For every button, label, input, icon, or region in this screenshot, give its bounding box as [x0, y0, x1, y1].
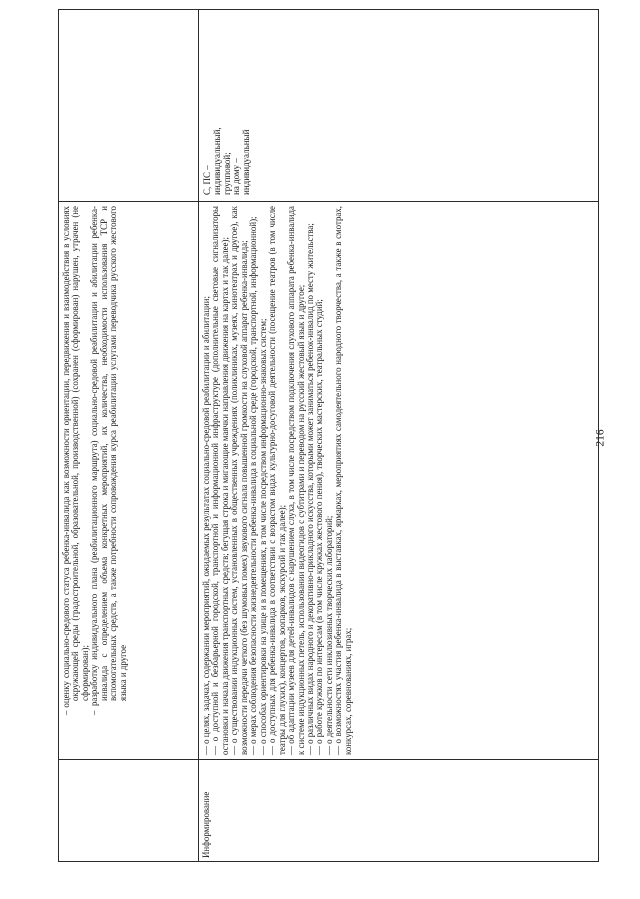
list-item: — о деятельности сети инклюзивных творческих лабораторий;	[323, 515, 334, 755]
list-item: — о доступной и безбарьерной городской, транспортной и информационной инфраструктуре (дополнительные световые сигнализаторы остановки и начала движения транспортных средств; бегущая строка и мигающие маячки направления движения на картах и так далее);	[210, 206, 230, 755]
table-cell-section: Информирование	[199, 760, 599, 862]
list-item: – оценку социально-средового статуса ребенка-инвалида как возможности ориентации, передвижения и взаимодействия в условиях окружающей среды (градостроительной, образовательной, производственной) (сохранен (сформирован) нарушен, утрачен (не сформирован);	[61, 206, 90, 715]
table-cell-section	[59, 760, 199, 862]
table-cell-form	[59, 10, 199, 202]
form-line: индивидуальный	[241, 129, 252, 195]
rotated-page-content	[58, 28, 592, 862]
list-item: — о способах ориентировки на улице и в помещениях, в том числе посредством информационно-знаковых систем;	[257, 318, 268, 755]
form-line: на дому –	[231, 158, 242, 195]
list-item: — о работе кружков по интересам (в том числе кружках жестового пения), творческих мастерских, театральных студий;	[314, 299, 325, 755]
form-line: С, ПС –	[202, 165, 212, 195]
list-item: – разработку индивидуального плана (реабилитационного маршрута) социально-средовой реабилитации и абилитации ребенка-инвалида с определением объема конкретных мероприятий, их количества, необходимости использования ТСР и вспомогательных средств, а также потребности сопровождения курса реабилитации услугами переводчика русского жестового языка и другое	[89, 206, 128, 715]
table-row	[59, 10, 199, 862]
list-item: — о мерах соблюдения безопасности жизнедеятельности ребенка-инвалида в социальной среде (городской, транспортной, информационной);	[248, 216, 259, 755]
list-item: — о доступных для ребенка-инвалида в соответствии с возрастом видах культурно-досуговой деятельности (посещение театров (в том числе театры для глухих), концертов, зоопарков, экскурсий и так далее);	[267, 206, 287, 755]
list-item: — о целях, задачах, содержании мероприятий, ожидаемых результатах социально-средовой реабилитации и абилитации;	[201, 296, 211, 755]
form-line: групповой;	[221, 152, 232, 195]
form-line: индивидуальный,	[211, 127, 222, 195]
list-item: — о возможностях участия ребенка-инвалида в выставках, ярмарках, мероприятиях самодеятельного народного творчества, а также в смотрах, конкурсах, соревнованиях, играх;	[333, 206, 353, 755]
page-number-text: 216	[594, 429, 607, 447]
list-item: — об адаптации музеев для детей-инвалидов с нарушением слуха, в том числе посредством подключения слухового аппарата ребенка-инвалида к системе индукционных петель, использовании видеогидов с субтитрами и переводом на русский жестовый язык и другое;	[286, 206, 306, 755]
list-item: — о существовании индукционных систем, установленных в общественных учреждениях (поликлиниках, музеях, кинотеатрах и другое), как возможности передачи четкого (без шумовых помех) звукового сигнала повышенной громкости на слуховой аппарат ребенка-инвалида;	[229, 206, 249, 755]
table-cell-form	[199, 10, 599, 202]
table-row	[199, 10, 599, 862]
rehabilitation-table	[58, 9, 599, 862]
table-cell-content	[199, 202, 599, 760]
table-cell-content	[59, 202, 199, 760]
list-item: — о различных видах народного и декоративно-прикладного искусства, которыми может заниматься ребенок-инвалид по месту жительства;	[304, 223, 315, 755]
